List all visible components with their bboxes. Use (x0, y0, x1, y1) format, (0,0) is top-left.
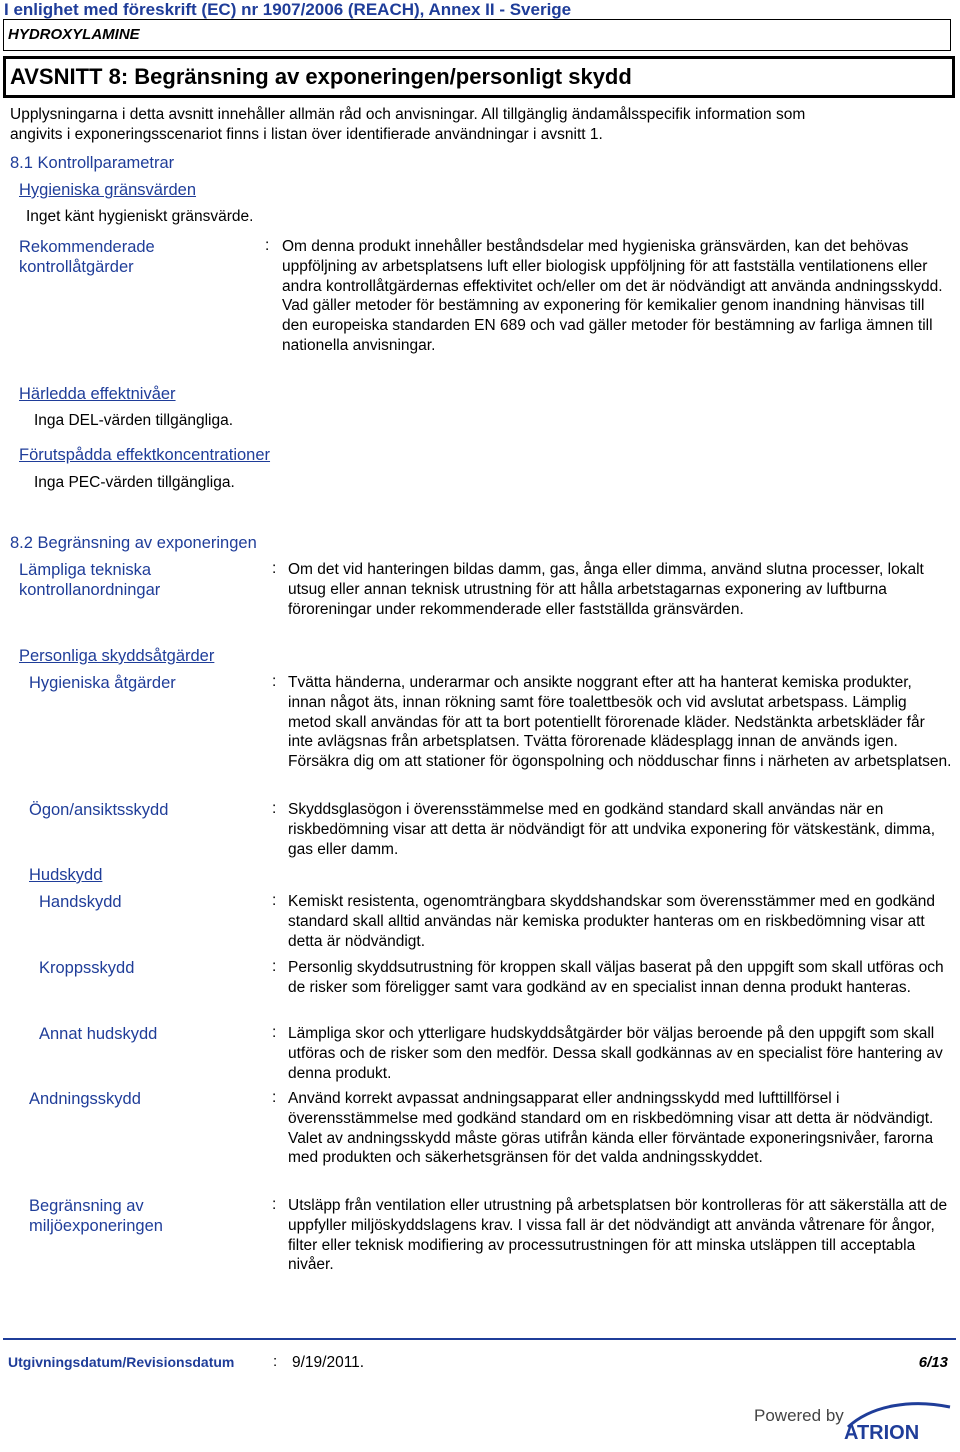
colon-separator: : (272, 892, 277, 909)
hygienic-limits-heading: Hygieniska gränsvärden (19, 181, 197, 199)
section-title: AVSNITT 8: Begränsning av exponeringen/personligt skydd (10, 64, 632, 89)
derived-effect-levels-heading: Härledda effektnivåer (19, 385, 176, 403)
footer-revision-date: 9/19/2011. (292, 1354, 365, 1371)
footer-divider (3, 1338, 956, 1340)
other-skin-protection-value: Lämpliga skor och ytterligare hudskyddsåtgärder bör väljas beroende på den uppgift som skall utföras och de risker som den medför. Dessa skall godkännas av en specialist före hantering av denna produkt. (288, 1025, 943, 1082)
colon-separator: : (272, 1024, 277, 1041)
subsection-8-2-heading: 8.2 Begränsning av exponeringen (10, 534, 257, 552)
eye-face-protection-value: Skyddsglasögon i överensstämmelse med en godkänd standard skall användas när en riskbedömning visar att detta är nödvändigt för att undvika exponering för vätskestänk, dimma, gas eller damm. (288, 801, 936, 858)
derived-effect-levels-value: Inga DEL-värden tillgängliga. (34, 412, 234, 429)
hand-protection-value: Kemiskt resistenta, ogenomträngbara skyddshandskar som överensstämmer med en godkänd standard skall alltid användas när kemiska produkter hanteras om en riskbedömning visar att detta är nödvändigt. (288, 893, 936, 950)
product-name: HYDROXYLAMINE (8, 26, 140, 43)
predicted-concentrations-value: Inga PEC-värden tillgängliga. (34, 474, 235, 491)
engineering-controls-value: Om det vid hanteringen bildas damm, gas, ånga eller dimma, använd slutna processer, lokalt utsug eller annan teknisk utrustning för att hålla arbetstagarnas exponering av luftburna föroreningar under rekommenderade eller fastställda gränsvärden. (288, 561, 924, 618)
footer-page-number: 6/13 (918, 1354, 948, 1371)
colon-separator: : (272, 560, 277, 577)
footer-revision-label: Utgivningsdatum/Revisionsdatum (8, 1354, 235, 1370)
skin-protection-heading: Hudskydd (29, 866, 103, 884)
body-protection-label: Kroppsskydd (39, 959, 135, 977)
colon-separator: : (272, 1196, 277, 1213)
colon-separator: : (272, 673, 277, 690)
predicted-concentrations-heading: Förutspådda effektkoncentrationer (19, 446, 271, 464)
hygiene-measures-label: Hygieniska åtgärder (29, 674, 176, 692)
recommended-controls-label: Rekommenderade kontrollåtgärder (19, 238, 155, 276)
eye-face-protection-label: Ögon/ansiktsskydd (29, 801, 169, 819)
powered-by-text: Powered by (754, 1406, 844, 1425)
colon-separator: : (273, 1353, 278, 1370)
colon-separator: : (272, 1089, 277, 1106)
hygienic-limits-value: Inget känt hygieniskt gränsvärde. (26, 208, 254, 225)
engineering-controls-label: Lämpliga tekniska kontrollanordningar (19, 561, 161, 599)
logo-wordmark: ATRION (844, 1422, 920, 1441)
section-intro-line-1: Upplysningarna i detta avsnitt innehåller allmän råd och anvisningar. All tillgänglig ändamålsspecifik information som (10, 106, 806, 123)
hygiene-measures-value: Tvätta händerna, underarmar och ansikte noggrant efter att ha hanterat kemiska produkter, innan något äts, innan rökning samt före toalettbesök och vid avslutat arbetspass. Lämplig metod skall användas för att ta bort potentiellt förorenade kläder. Nedstänkta arbetskläder får inte avlägsnas från arbetsplatsen. Tvätta förorenade klädesplagg innan de används igen. Försäkra dig om att stationer för ögonspolning och nödduschar finns i närheten av arbetsplatsen. (288, 674, 952, 771)
atrion-logo (842, 1397, 957, 1441)
regulation-header: I enlighet med föreskrift (EC) nr 1907/2006 (REACH), Annex II - Sverige (4, 0, 572, 19)
recommended-controls-value: Om denna produkt innehåller beståndsdelar med hygieniska gränsvärden, kan det behövas uppföljning av arbetsplatsens luft eller biologisk uppföljning för att fastställa ventilationens eller andra kontrollåtgärdernas effektivitet och/eller om det är nödvändigt att använda andningsskydd. Vad gäller metoder för bestämning av exponering för kemikalier genom inandning hänvisas till den europeiska standarden EN 689 och vad gäller metoder för bestämning av farliga ämnen till nationella anvisningar. (282, 238, 943, 354)
colon-separator: : (265, 237, 270, 254)
hand-protection-label: Handskydd (39, 893, 122, 911)
environmental-exposure-value: Utsläpp från ventilation eller utrustning på arbetsplatsen bör kontrolleras för att säkerställa att de uppfyller miljöskyddslagens krav. I vissa fall är det nödvändigt att använda våtrenare för ångor, filter eller teknisk modifiering av processutrustningen för att minska utsläppen till acceptabla nivåer. (288, 1197, 948, 1274)
subsection-8-1-heading: 8.1 Kontrollparametrar (10, 154, 175, 172)
product-box (3, 19, 951, 51)
personal-protection-heading: Personliga skyddsåtgärder (19, 647, 215, 665)
respiratory-protection-label: Andningsskydd (29, 1090, 141, 1108)
other-skin-protection-label: Annat hudskydd (39, 1025, 158, 1043)
section-intro-line-2: angivits i exponeringsscenariot finns i listan över identifierade användningar i avsnitt 1. (10, 126, 603, 143)
respiratory-protection-value: Använd korrekt avpassat andningsapparat eller andningsskydd med lufttillförsel i överensstämmelse med godkänd standard om en riskbedömning visar att detta är nödvändigt. Valet av andningsskydd måste göras utifrån kända eller förväntade exponeringsnivåer, farorna med produkten och säkerhetsgränsen för det valda andningsskyddet. (288, 1090, 934, 1167)
colon-separator: : (272, 958, 277, 975)
environmental-exposure-label: Begränsning av miljöexponeringen (29, 1197, 163, 1235)
colon-separator: : (272, 800, 277, 817)
body-protection-value: Personlig skyddsutrustning för kroppen skall väljas baserat på den uppgift som skall utföras och de risker som föreligger samt vara godkänd av en specialist innan denna produkt hanteras. (288, 959, 944, 996)
